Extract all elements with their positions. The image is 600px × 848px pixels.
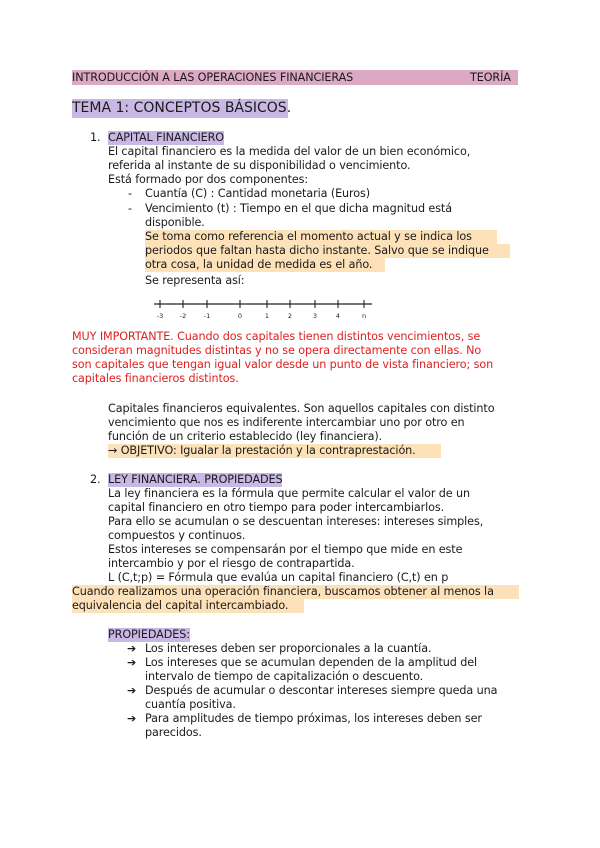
important-line: MUY IMPORTANTE. Cuando dos capitales tienen distintos vencimientos, se <box>72 330 481 343</box>
note-line: otra cosa, la unidad de medida es el año. <box>145 258 373 271</box>
arrow-bullet-icon: ➔ <box>127 684 137 697</box>
time-axis <box>150 292 380 322</box>
axis-tick-label: n <box>361 312 367 320</box>
equivalentes-line: vencimiento que nos es indiferente intercambiar uno por otro en <box>108 416 465 429</box>
propiedad-item-cont: intervalo de tiempo de capitalización o descuento. <box>145 670 424 683</box>
axis-tick-label: -3 <box>156 312 164 320</box>
section2-line: Estos intereses se compensarán por el tiempo que mide en este <box>108 543 463 556</box>
bullet-vencimiento: Vencimiento (t) : Tiempo en el que dicha magnitud está <box>145 202 452 215</box>
represent-label: Se representa así: <box>145 274 245 287</box>
bullet-vencimiento-cont: disponible. <box>145 216 205 229</box>
header-section: TEORÍA <box>470 71 511 84</box>
arrow-bullet-icon: ➔ <box>127 712 137 725</box>
axis-tick-label: -2 <box>179 312 187 320</box>
section1-line: El capital financiero es la medida del valor de un bien económico, <box>108 145 471 158</box>
section2-formula: L (C,t;p) = Fórmula que evalúa un capital financiero (C,t) en p <box>108 571 449 584</box>
page-title: TEMA 1: CONCEPTOS BÁSICOS. <box>72 100 292 116</box>
section2-line: Para ello se acumulan o se descuentan intereses: intereses simples, <box>108 515 484 528</box>
section2-line: capital financiero en otro tiempo para poder intercambiarlos. <box>108 501 445 514</box>
note-line: Se toma como referencia el momento actual y se indica los <box>145 230 472 243</box>
section1-line: referida al instante de su disponibilidad o vencimiento. <box>108 159 411 172</box>
section2-number: 2. <box>90 473 101 486</box>
bullet-dash: - <box>128 202 132 215</box>
section2-note-line: Cuando realizamos una operación financiera, buscamos obtener al menos la <box>72 585 494 598</box>
equivalentes-line: función de un criterio establecido (ley financiera). <box>108 430 383 443</box>
axis-labels <box>157 312 366 320</box>
propiedad-item-cont: parecidos. <box>145 726 202 739</box>
important-line: consideran magnitudes distintas y no se opera directamente con ellas. No <box>72 344 482 357</box>
equivalentes-line: Capitales financieros equivalentes. Son aquellos capitales con distinto <box>108 402 495 415</box>
propiedad-item: Después de acumular o descontar intereses siempre queda una <box>145 684 498 697</box>
important-line: son capitales que tengan igual valor desde un punto de vista financiero; son <box>72 358 494 371</box>
section1-line: Está formado por dos componentes: <box>108 173 309 186</box>
bullet-cuantia: Cuantía (C) : Cantidad monetaria (Euros) <box>145 187 371 200</box>
header-title: INTRODUCCIÓN A LAS OPERACIONES FINANCIERAS <box>72 71 354 84</box>
bullet-dash: - <box>128 187 132 200</box>
axis-tick-label: 1 <box>264 312 270 320</box>
note-line: periodos que faltan hasta dicho instante. Salvo que se indique <box>145 244 489 257</box>
section1-heading: CAPITAL FINANCIERO <box>108 131 225 144</box>
important-line: capitales financieros distintos. <box>72 372 239 385</box>
propiedad-item: Los intereses deben ser proporcionales a la cuantía. <box>145 642 432 655</box>
propiedades-heading: PROPIEDADES: <box>108 628 190 641</box>
arrow-bullet-icon: ➔ <box>127 656 137 669</box>
propiedad-item: Los intereses que se acumulan dependen de la amplitud del <box>145 656 478 669</box>
section2-line: compuestos y continuos. <box>108 529 246 542</box>
section1-number: 1. <box>90 131 101 144</box>
propiedad-item-cont: cuantía positiva. <box>145 698 236 711</box>
axis-tick-label: 2 <box>287 312 293 320</box>
axis-tick-label: -1 <box>203 312 211 320</box>
axis-tick-label: 4 <box>335 312 341 320</box>
section2-heading: LEY FINANCIERA. PROPIEDADES <box>108 473 283 486</box>
axis-tick-label: 3 <box>312 312 318 320</box>
section2-line: intercambio y por el riesgo de contrapartida. <box>108 557 355 570</box>
section2-line: La ley financiera es la fórmula que permite calcular el valor de un <box>108 487 471 500</box>
axis-tick-label: 0 <box>237 312 243 320</box>
arrow-bullet-icon: ➔ <box>127 642 137 655</box>
section2-note-line: equivalencia del capital intercambiado. <box>72 599 289 612</box>
propiedad-item: Para amplitudes de tiempo próximas, los intereses deben ser <box>145 712 482 725</box>
objetivo-line: → OBJETIVO: Igualar la prestación y la contraprestación. <box>108 444 416 457</box>
